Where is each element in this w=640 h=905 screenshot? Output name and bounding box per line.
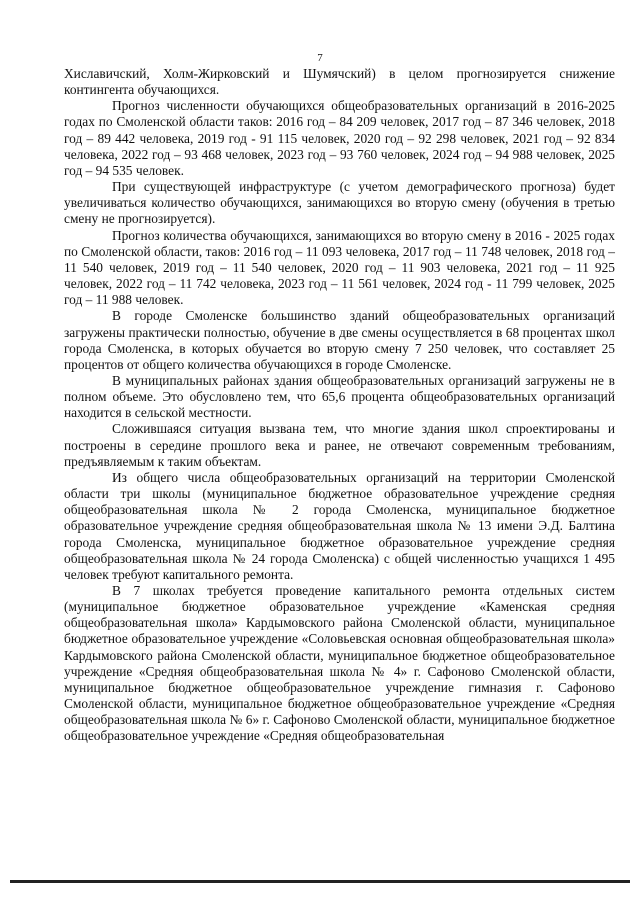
paragraph-situation: Сложившаяся ситуация вызвана тем, что многие здания школ спроектированы и построены в середине прошлого века и ранее, не отвечают современным требованиям, предъявляемым к таким объектам.	[64, 421, 615, 469]
paragraph-enrollment-forecast: Прогноз численности обучающихся общеобразовательных организаций в 2016-2025 годах по Смоленской области таков: 2016 год – 84 209 человек, 2017 год – 87 346 человек, 2018 год – 89 442 человека, 2019 год - 91 115 человек, 2020 год – 92 298 человек, 2021 год – 92 834 человека, 2022 год – 93 468 человек, 2023 год – 93 760 человек, 2024 год – 94 988 человек, 2025 год – 94 535 человек.	[64, 98, 615, 178]
paragraph-continuation: Хиславичский, Холм-Жирковский и Шумячский) в целом прогнозируется снижение контингента обучающихся.	[64, 66, 615, 98]
paragraph-second-shift-forecast: Прогноз количества обучающихся, занимающихся во вторую смену в 2016 - 2025 годах по Смоленской области, таков: 2016 год – 11 093 человека, 2017 год – 11 748 человек, 2018 год – 11 540 человек, 2019 год – 11 540 человек, 2020 год – 11 903 человека, 2021 год – 11 925 человек, 2022 год – 11 742 человека, 2023 год – 11 561 человек, 2024 год - 11 799 человек, 2025 год – 11 988 человек.	[64, 227, 615, 308]
bottom-divider	[10, 880, 630, 883]
paragraph-seven-schools: В 7 школах требуется проведение капитального ремонта отдельных систем (муниципальное бюджетное образовательное учреждение «Каменская средняя общеобразовательная школа» Кардымовского района Смоленской области, муниципальное бюджетное образовательное учреждение «Соловьевская основная общеобразовательная школа» Кардымовского района Смоленской области, муниципальное бюджетное общеобразовательное учреждение «Средняя общеобразовательная школа № 4» г. Сафоново Смоленской области, муниципальное бюджетное общеобразовательное учреждение гимназия г. Сафоново Смоленской области, муниципальное бюджетное общеобразовательное учреждение «Средняя общеобразовательная школа № 6» г. Сафоново Смоленской области, муниципальное бюджетное общеобразовательное учреждение «Средняя общеобразовательная	[64, 583, 615, 744]
paragraph-infrastructure: При существующей инфраструктуре (с учетом демографического прогноза) будет увеличиваться количество обучающихся, занимающихся во вторую смену (обучения в третью смену не прогнозируется).	[64, 179, 615, 227]
page-number: 7	[317, 52, 323, 64]
paragraph-municipal-districts: В муниципальных районах здания общеобразовательных организаций загружены не в полном объеме. Это обусловлено тем, что 65,6 процента общеобразовательных организаций находится в сельской местности.	[64, 372, 615, 421]
paragraph-smolensk-city: В городе Смоленске большинство зданий общеобразовательных организаций загружены практически полностью, обучение в две смены осуществляется в 68 процентах школ города Смоленска, в которых обучается во вторую смену 7 250 человек, что составляет 25 процентов от общего количества обучающихся в городе Смоленске.	[64, 308, 615, 372]
paragraph-capital-repair-schools: Из общего числа общеобразовательных организаций на территории Смоленской области три школы (муниципальное бюджетное образовательное учреждение средняя общеобразовательная школа № 2 города Смоленска, муниципальное бюджетное образовательное учреждение средняя общеобразовательная школа № 13 имени Э.Д. Балтина города Смоленска, муниципальное бюджетное образовательное учреждение средняя общеобразовательная школа № 24 города Смоленска) с общей численностью учащихся 1 495 человек требуют капитального ремонта.	[64, 469, 615, 582]
body-text	[64, 66, 615, 745]
